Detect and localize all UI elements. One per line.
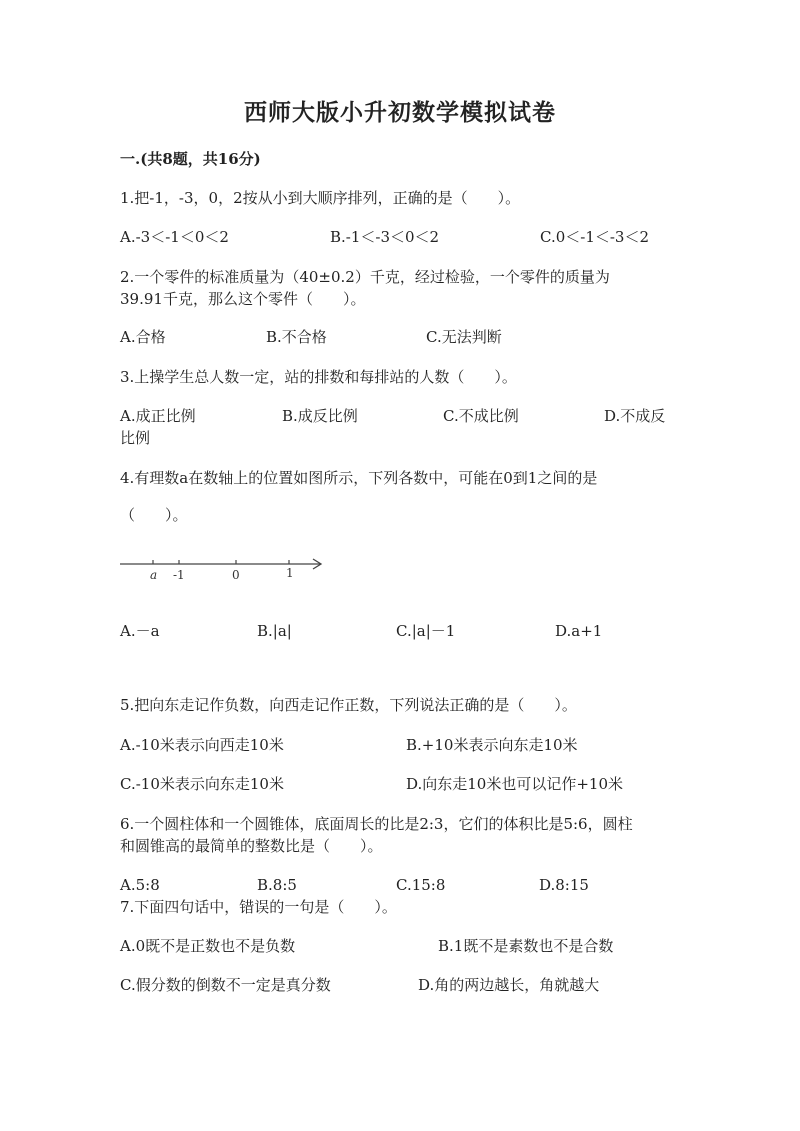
q5-option-c: C.-10米表示向东走10米 bbox=[120, 775, 284, 793]
q3-option-d-wrap: 比例 bbox=[120, 429, 151, 447]
label-a: a bbox=[150, 568, 158, 582]
q7-option-b: B.1既不是素数也不是合数 bbox=[438, 937, 614, 955]
q6-option-d: D.8:15 bbox=[539, 876, 589, 894]
question-1-stem: 1.把-1，-3，0，2按从小到大顺序排列，正确的是（ ）。 bbox=[120, 189, 521, 207]
q5-option-d: D.向东走10米也可以记作+10米 bbox=[406, 775, 624, 793]
q2-option-a: A.合格 bbox=[120, 328, 166, 346]
q4-option-b: B.|a| bbox=[257, 622, 292, 640]
question-4-stem-line2: （ ）。 bbox=[120, 506, 188, 524]
q1-option-b: B.-1＜-3＜0＜2 bbox=[330, 228, 440, 246]
label-1: 1 bbox=[286, 566, 294, 580]
question-2-stem-line1: 2.一个零件的标准质量为（40±0.2）千克，经过检验，一个零件的质量为 bbox=[120, 268, 610, 286]
q5-option-a: A.-10米表示向西走10米 bbox=[120, 736, 284, 754]
question-2-stem-line2: 39.91千克，那么这个零件（ ）。 bbox=[120, 290, 366, 308]
q4-option-a: A.－a bbox=[120, 622, 160, 640]
section-heading: 一.(共8题，共16分) bbox=[120, 150, 261, 168]
q6-option-b: B.8:5 bbox=[257, 876, 297, 894]
q7-option-d: D.角的两边越长，角就越大 bbox=[418, 976, 600, 994]
q3-option-b: B.成反比例 bbox=[282, 407, 358, 425]
q7-option-c: C.假分数的倒数不一定是真分数 bbox=[120, 976, 331, 994]
question-6-stem-line1: 6.一个圆柱体和一个圆锥体，底面周长的比是2:3，它们的体积比是5:6，圆柱 bbox=[120, 815, 633, 833]
label-minus-1: -1 bbox=[173, 568, 185, 582]
q7-option-a: A.0既不是正数也不是负数 bbox=[120, 937, 296, 955]
q6-option-c: C.15:8 bbox=[396, 876, 446, 894]
q4-option-d: D.a+1 bbox=[555, 622, 603, 640]
question-4-stem-line1: 4.有理数a在数轴上的位置如图所示，下列各数中，可能在0到1之间的是 bbox=[120, 469, 598, 487]
question-3-stem: 3.上操学生总人数一定，站的排数和每排站的人数（ ）。 bbox=[120, 368, 517, 386]
q3-option-c: C.不成比例 bbox=[443, 407, 519, 425]
question-6-stem-line2: 和圆锥高的最简单的整数比是（ ）。 bbox=[120, 837, 383, 855]
q6-option-a: A.5:8 bbox=[120, 876, 160, 894]
label-0: 0 bbox=[232, 568, 240, 582]
question-5-stem: 5.把向东走记作负数，向西走记作正数，下列说法正确的是（ ）。 bbox=[120, 696, 577, 714]
page-title: 西师大版小升初数学模拟试卷 bbox=[244, 99, 556, 126]
q3-option-a: A.成正比例 bbox=[120, 407, 196, 425]
q3-option-d: D.不成反 bbox=[604, 407, 666, 425]
q1-option-c: C.0＜-1＜-3＜2 bbox=[540, 228, 650, 246]
q5-option-b: B.+10米表示向东走10米 bbox=[406, 736, 578, 754]
q1-option-a: A.-3＜-1＜0＜2 bbox=[120, 228, 229, 246]
question-7-stem: 7.下面四句话中，错误的一句是（ ）。 bbox=[120, 898, 397, 916]
number-line-figure bbox=[110, 548, 340, 588]
q2-option-b: B.不合格 bbox=[266, 328, 327, 346]
q2-option-c: C.无法判断 bbox=[426, 328, 502, 346]
q4-option-c: C.|a|－1 bbox=[396, 622, 456, 640]
